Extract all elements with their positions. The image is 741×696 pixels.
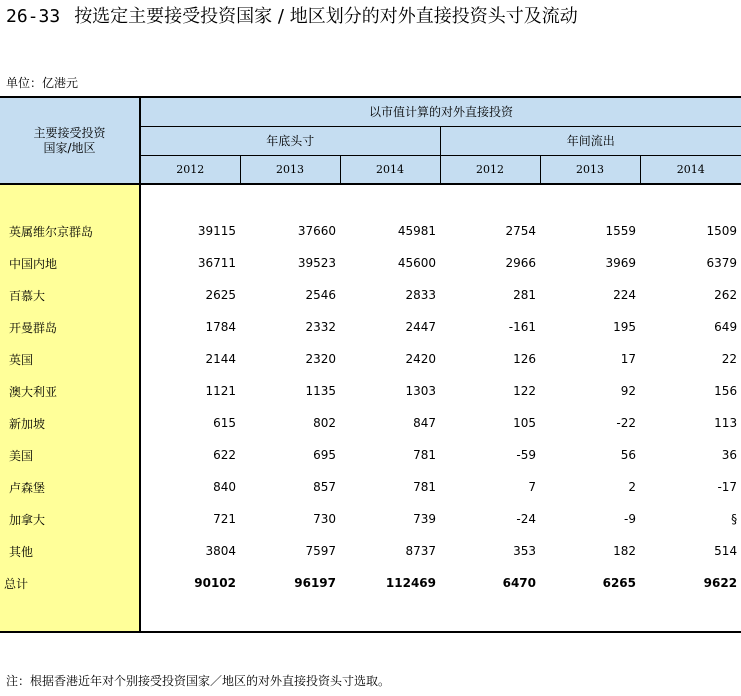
value-cell: 1559 [605,224,636,238]
value-cell: 6379 [706,256,738,270]
page-title [6,5,741,29]
value-cell: 2546 [305,288,336,302]
total-value-cell: 90102 [194,576,236,590]
unit-label: 单位：亿港元 [6,76,79,90]
value-cell: 2320 [305,352,336,366]
value-cell: 847 [413,416,436,430]
table-row [0,439,741,471]
value-cell: 224 [613,288,636,302]
total-value-cell: 96197 [294,576,336,590]
value-cell: 105 [513,416,536,430]
value-cell: 45981 [397,224,436,238]
stub-header-line2: 国家/地区 [43,140,96,155]
value-cell: 22 [721,352,738,366]
value-cell: 2144 [205,352,236,366]
table-row [0,215,741,247]
spacer-cell [0,599,140,632]
value-cell: 45600 [397,256,436,270]
value-cell: 730 [313,512,336,526]
spacer-cell [0,184,140,215]
value-cell: 2447 [405,320,436,334]
value-cell: 2754 [505,224,536,238]
table-row [0,503,741,535]
total-value-cell: 6470 [502,576,536,590]
value-cell: -9 [624,512,636,526]
value-cell: 1135 [305,384,336,398]
value-cell: 781 [413,480,436,494]
year-header: 2012 [140,155,240,184]
value-cell: 17 [620,352,636,366]
value-cell: 182 [613,544,636,558]
value-cell: 262 [714,288,738,302]
value-cell: 8737 [405,544,436,558]
year-header: 2013 [540,155,640,184]
value-cell: 281 [513,288,536,302]
value-cell: 802 [313,416,336,430]
year-header: 2014 [640,155,741,184]
value-cell: 7 [528,480,536,494]
year-header: 2012 [440,155,540,184]
value-cell: -161 [508,320,536,334]
value-cell: 1509 [706,224,738,238]
value-cell: 3804 [205,544,236,558]
value-cell: -24 [516,512,536,526]
value-cell: 1784 [205,320,236,334]
value-cell: 39115 [197,224,236,238]
value-cell: 37660 [297,224,336,238]
total-label: 总计 [0,567,140,599]
sub-header-position: 年底头寸 [140,126,440,155]
table-title: 按选定主要接受投资国家 / 地区划分的对外直接投资头寸及流动 [74,6,578,27]
value-cell: 126 [513,352,536,366]
stub-header-line1: 主要接受投资 [33,125,106,140]
total-row [0,567,741,599]
row-label: 美国 [0,439,140,471]
value-cell: 649 [714,320,738,334]
value-cell: 39523 [297,256,336,270]
table-row [0,311,741,343]
value-cell: 857 [313,480,336,494]
row-label: 英属维尔京群岛 [0,215,140,247]
total-value-cell: 6265 [602,576,636,590]
fdi-table [0,96,741,633]
value-cell: 2 [628,480,636,494]
total-value-cell: 112469 [385,576,436,590]
value-cell: 2420 [405,352,436,366]
table-row [0,535,741,567]
row-label: 英国 [0,343,140,375]
value-cell: 56 [620,448,636,462]
row-label: 新加坡 [0,407,140,439]
value-cell: 92 [620,384,636,398]
table-row [0,407,741,439]
table-row [0,247,741,279]
row-label: 加拿大 [0,503,140,535]
value-cell: 195 [613,320,636,334]
value-cell: 695 [313,448,336,462]
value-cell: 2966 [505,256,536,270]
sub-header-outflow: 年间流出 [440,126,741,155]
row-label: 其他 [0,535,140,567]
value-cell: -22 [616,416,636,430]
footnote: 注：根据香港近年对个别接受投资国家／地区的对外直接投资头寸选取。 [6,674,391,688]
value-cell: 156 [714,384,738,398]
value-cell: 615 [213,416,236,430]
value-cell: 739 [413,512,436,526]
value-cell: 353 [513,544,536,558]
value-cell: 840 [213,480,236,494]
value-cell: § [731,512,738,526]
value-cell: -59 [516,448,536,462]
value-cell: 1303 [405,384,436,398]
value-cell: 2332 [305,320,336,334]
year-header: 2013 [240,155,340,184]
row-label: 百慕大 [0,279,140,311]
value-cell: 7597 [305,544,336,558]
table-number: 26-33 [6,6,61,27]
table-row [0,375,741,407]
group-header: 以市值计算的对外直接投资 [140,97,741,126]
value-cell: 113 [714,416,738,430]
table-row [0,471,741,503]
year-header: 2014 [340,155,440,184]
value-cell: 122 [513,384,536,398]
value-cell: 622 [213,448,236,462]
row-label: 澳大利亚 [0,375,140,407]
table-row [0,279,741,311]
value-cell: 36 [721,448,738,462]
value-cell: 3969 [605,256,636,270]
value-cell: 514 [714,544,738,558]
value-cell: 1121 [205,384,236,398]
value-cell: 781 [413,448,436,462]
row-label: 中国内地 [0,247,140,279]
value-cell: 721 [213,512,236,526]
value-cell: 2625 [205,288,236,302]
row-label: 卢森堡 [0,471,140,503]
value-cell: 36711 [197,256,236,270]
table-row [0,343,741,375]
value-cell: 2833 [405,288,436,302]
total-value-cell: 9622 [703,576,738,590]
row-label: 开曼群岛 [0,311,140,343]
value-cell: -17 [717,480,738,494]
stub-header [0,97,140,184]
